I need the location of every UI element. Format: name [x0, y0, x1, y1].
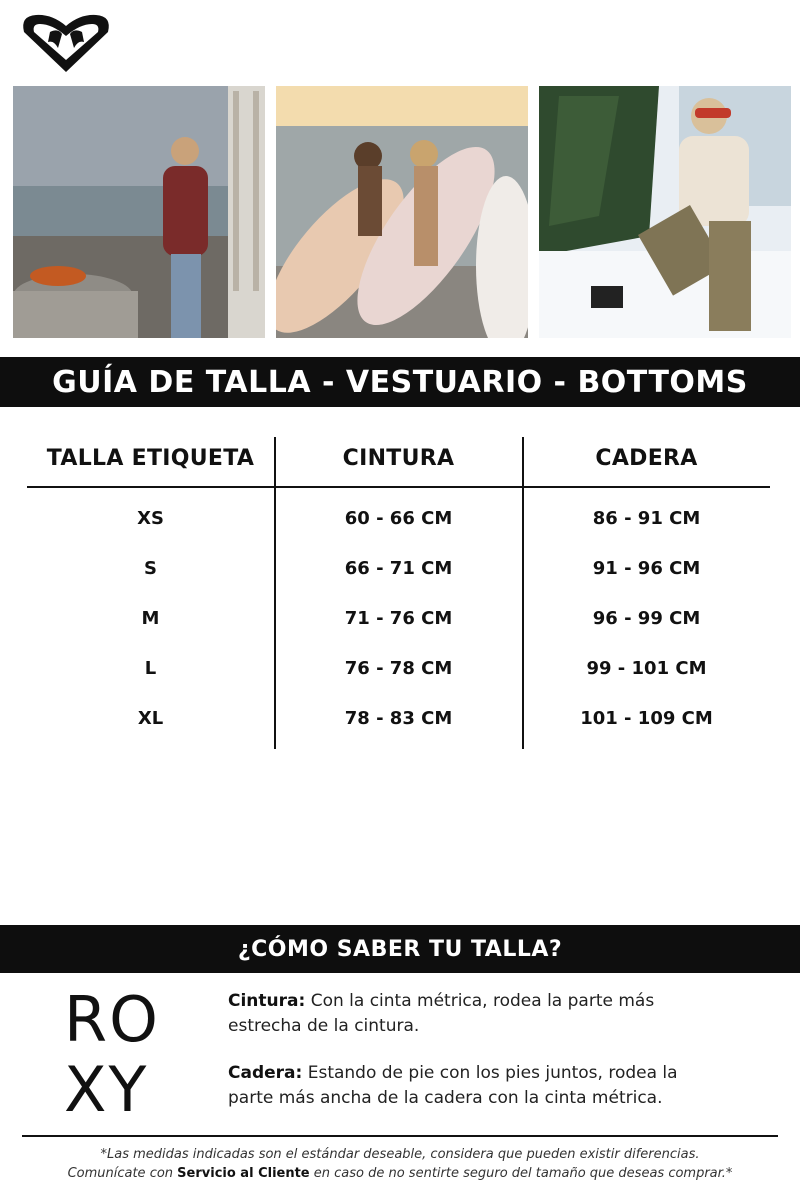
- column-cintura: [275, 437, 522, 744]
- howto-cadera-text: Estando de pie con los pies juntos, rodea la parte más ancha de la cadera con la cinta métrica.: [228, 1063, 678, 1108]
- column-talla: [27, 437, 274, 744]
- cell-talla: XL: [137, 708, 164, 729]
- howto-cintura: [228, 989, 718, 1039]
- header-talla-etiqueta: TALLA ETIQUETA: [46, 446, 255, 471]
- footer-contact-before: Comunícate con: [67, 1166, 178, 1181]
- cell-talla: L: [144, 658, 157, 679]
- photo-beach-campfire: [13, 86, 265, 338]
- cell-cintura: 71 - 76 CM: [344, 608, 453, 629]
- wordmark-line: XY: [64, 1053, 149, 1126]
- footer-contact: [0, 1166, 800, 1181]
- header-cadera: CADERA: [595, 446, 698, 471]
- footer-divider: [22, 1135, 778, 1137]
- cell-cintura: 60 - 66 CM: [344, 508, 453, 529]
- cell-cintura: 76 - 78 CM: [344, 658, 453, 679]
- cell-talla: S: [144, 558, 157, 579]
- cell-cintura: 78 - 83 CM: [344, 708, 453, 729]
- cell-cadera: 101 - 109 CM: [580, 708, 713, 729]
- cell-cintura: 66 - 71 CM: [344, 558, 453, 579]
- howto-cintura-text: Con la cinta métrica, rodea la parte más estrecha de la cintura.: [228, 991, 655, 1036]
- customer-service-link[interactable]: Servicio al Cliente: [177, 1166, 310, 1181]
- cell-cadera: 91 - 96 CM: [592, 558, 701, 579]
- howto-cintura-label: Cintura:: [228, 991, 306, 1011]
- howto-cadera: [228, 1061, 718, 1111]
- howto-cadera-label: Cadera:: [228, 1063, 303, 1083]
- cell-talla: M: [141, 608, 160, 629]
- header-cintura: CINTURA: [342, 446, 455, 471]
- photo-snow: [539, 86, 791, 338]
- how-to-size-banner: ¿CÓMO SABER TU TALLA?: [0, 925, 800, 973]
- cell-cadera: 86 - 91 CM: [592, 508, 701, 529]
- size-table: [27, 437, 770, 749]
- column-cadera: [523, 437, 770, 744]
- size-guide-title-banner: GUÍA DE TALLA - VESTUARIO - BOTTOMS: [0, 357, 800, 407]
- footer-disclaimer: *Las medidas indicadas son el estándar deseable, considera que pueden existir diferencias.: [100, 1147, 700, 1162]
- roxy-wordmark: [64, 985, 184, 1125]
- cell-cadera: 96 - 99 CM: [592, 608, 701, 629]
- photo-surfers: [276, 86, 528, 338]
- cell-talla: XS: [137, 508, 164, 529]
- wordmark-line: RO: [64, 983, 160, 1056]
- roxy-heart-logo-icon[interactable]: [18, 12, 114, 74]
- footer-contact-after: en caso de no sentirte seguro del tamaño que deseas comprar.*: [309, 1166, 733, 1181]
- cell-cadera: 99 - 101 CM: [586, 658, 707, 679]
